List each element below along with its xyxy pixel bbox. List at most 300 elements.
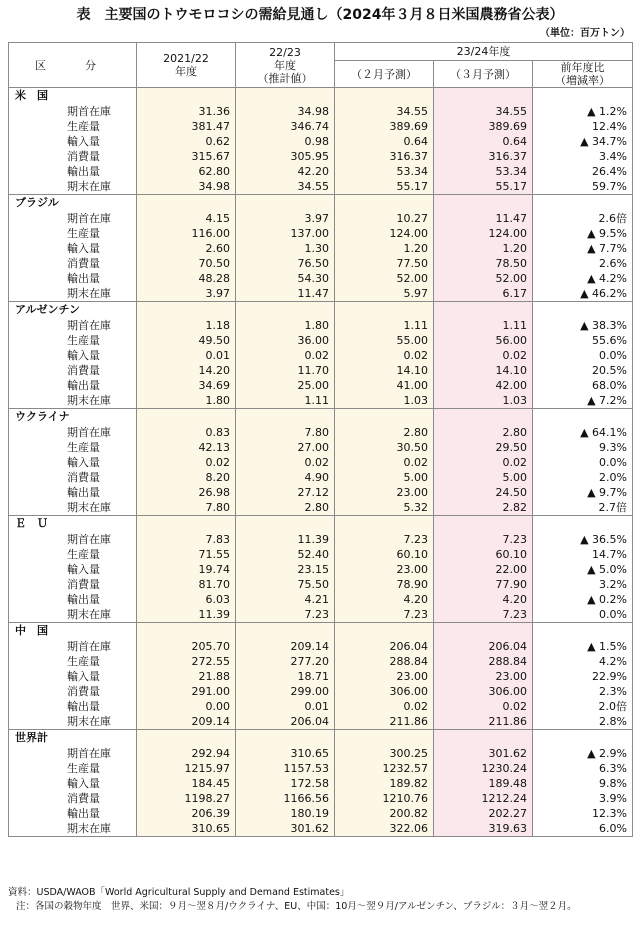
value-yoy-change: 9.3% <box>533 440 633 455</box>
table-row <box>9 562 633 577</box>
value-mar-forecast: 316.37 <box>434 149 533 164</box>
table-row <box>9 164 633 179</box>
group-spacer-cell <box>137 623 236 640</box>
value-22-23: 1.80 <box>236 318 335 333</box>
value-feb-forecast: 0.64 <box>335 134 434 149</box>
row-label: 生産量 <box>9 547 137 562</box>
table-row <box>9 348 633 363</box>
value-2021-22: 11.39 <box>137 607 236 623</box>
header-feb-forecast: （２月予測） <box>335 61 434 88</box>
value-feb-forecast: 78.90 <box>335 577 434 592</box>
value-feb-forecast: 2.80 <box>335 425 434 440</box>
table-row <box>9 654 633 669</box>
value-2021-22: 381.47 <box>137 119 236 134</box>
group-row <box>9 409 633 426</box>
row-label: 期首在庫 <box>9 318 137 333</box>
unit-label: （単位：百万トン） <box>540 28 630 39</box>
table-row <box>9 440 633 455</box>
value-22-23: 206.04 <box>236 714 335 730</box>
value-2021-22: 70.50 <box>137 256 236 271</box>
value-feb-forecast: 77.50 <box>335 256 434 271</box>
row-label: 期首在庫 <box>9 746 137 761</box>
group-label: アルゼンチン <box>9 302 137 319</box>
value-2021-22: 1.18 <box>137 318 236 333</box>
group-row <box>9 195 633 212</box>
table-row <box>9 134 633 149</box>
value-22-23: 301.62 <box>236 821 335 837</box>
value-mar-forecast: 78.50 <box>434 256 533 271</box>
value-22-23: 346.74 <box>236 119 335 134</box>
group-spacer-cell <box>533 409 633 426</box>
value-feb-forecast: 4.20 <box>335 592 434 607</box>
value-2021-22: 205.70 <box>137 639 236 654</box>
value-22-23: 299.00 <box>236 684 335 699</box>
header-2021-22-line2: 年度 <box>175 65 197 78</box>
value-mar-forecast: 24.50 <box>434 485 533 500</box>
value-2021-22: 0.00 <box>137 699 236 714</box>
fiscal-year-note: 注：各国の穀物年度 世界、米国：９月～翌８月/ウクライナ、EU、中国：10月～翌９月/アルゼンチン、ブラジル：３月～翌２月。 <box>16 901 577 912</box>
value-yoy-change: 2.0倍 <box>533 699 633 714</box>
header-yoy-line2: （増減率） <box>555 74 610 87</box>
value-yoy-change: 22.9% <box>533 669 633 684</box>
value-feb-forecast: 10.27 <box>335 211 434 226</box>
value-22-23: 0.02 <box>236 455 335 470</box>
table-row <box>9 425 633 440</box>
value-22-23: 1166.56 <box>236 791 335 806</box>
value-feb-forecast: 124.00 <box>335 226 434 241</box>
value-mar-forecast: 52.00 <box>434 271 533 286</box>
table-row <box>9 226 633 241</box>
table-row <box>9 256 633 271</box>
value-yoy-change: ▲ 2.9% <box>533 746 633 761</box>
value-22-23: 34.98 <box>236 104 335 119</box>
group-spacer-cell <box>434 302 533 319</box>
row-label: 期末在庫 <box>9 607 137 623</box>
value-22-23: 305.95 <box>236 149 335 164</box>
value-mar-forecast: 2.82 <box>434 500 533 516</box>
value-mar-forecast: 189.48 <box>434 776 533 791</box>
table-row <box>9 500 633 516</box>
value-mar-forecast: 202.27 <box>434 806 533 821</box>
value-feb-forecast: 322.06 <box>335 821 434 837</box>
value-yoy-change: ▲ 5.0% <box>533 562 633 577</box>
row-label: 生産量 <box>9 440 137 455</box>
page-title: 表 主要国のトウモロコシの需給見通し（2024年３月８日米国農務省公表） <box>76 7 564 23</box>
value-22-23: 25.00 <box>236 378 335 393</box>
value-feb-forecast: 34.55 <box>335 104 434 119</box>
group-spacer-cell <box>533 730 633 747</box>
value-22-23: 180.19 <box>236 806 335 821</box>
value-2021-22: 8.20 <box>137 470 236 485</box>
header-mar-forecast: （３月予測） <box>434 61 533 88</box>
value-2021-22: 0.01 <box>137 348 236 363</box>
value-22-23: 1.30 <box>236 241 335 256</box>
value-mar-forecast: 1.11 <box>434 318 533 333</box>
row-label: 消費量 <box>9 256 137 271</box>
value-2021-22: 71.55 <box>137 547 236 562</box>
row-label: 輸出量 <box>9 378 137 393</box>
value-22-23: 76.50 <box>236 256 335 271</box>
value-mar-forecast: 389.69 <box>434 119 533 134</box>
table-row <box>9 286 633 302</box>
row-label: 期首在庫 <box>9 532 137 547</box>
group-spacer-cell <box>533 195 633 212</box>
value-2021-22: 7.80 <box>137 500 236 516</box>
value-mar-forecast: 7.23 <box>434 607 533 623</box>
group-row <box>9 516 633 533</box>
value-feb-forecast: 0.02 <box>335 699 434 714</box>
row-label: 輸入量 <box>9 134 137 149</box>
header-23-24-group: 23/24年度 <box>335 43 633 61</box>
row-label: 消費量 <box>9 149 137 164</box>
table-row <box>9 776 633 791</box>
value-mar-forecast: 1.03 <box>434 393 533 409</box>
value-feb-forecast: 306.00 <box>335 684 434 699</box>
value-feb-forecast: 300.25 <box>335 746 434 761</box>
value-22-23: 52.40 <box>236 547 335 562</box>
group-spacer-cell <box>533 302 633 319</box>
table-row <box>9 592 633 607</box>
table-row <box>9 179 633 195</box>
group-spacer-cell <box>533 623 633 640</box>
value-22-23: 75.50 <box>236 577 335 592</box>
value-yoy-change: 55.6% <box>533 333 633 348</box>
value-yoy-change: ▲ 9.7% <box>533 485 633 500</box>
table-row <box>9 699 633 714</box>
value-feb-forecast: 60.10 <box>335 547 434 562</box>
table-row <box>9 241 633 256</box>
value-mar-forecast: 77.90 <box>434 577 533 592</box>
row-label: 消費量 <box>9 363 137 378</box>
group-spacer-cell <box>137 302 236 319</box>
value-feb-forecast: 55.17 <box>335 179 434 195</box>
table-row <box>9 119 633 134</box>
value-mar-forecast: 0.02 <box>434 699 533 714</box>
value-22-23: 172.58 <box>236 776 335 791</box>
value-2021-22: 0.62 <box>137 134 236 149</box>
header-22-23 <box>236 43 335 88</box>
value-2021-22: 7.83 <box>137 532 236 547</box>
value-mar-forecast: 2.80 <box>434 425 533 440</box>
row-label: 消費量 <box>9 577 137 592</box>
table-row <box>9 104 633 119</box>
group-spacer-cell <box>236 195 335 212</box>
value-22-23: 310.65 <box>236 746 335 761</box>
group-spacer-cell <box>335 730 434 747</box>
row-label: 輸出量 <box>9 164 137 179</box>
value-22-23: 1.11 <box>236 393 335 409</box>
table-row <box>9 470 633 485</box>
table-row <box>9 333 633 348</box>
value-mar-forecast: 1230.24 <box>434 761 533 776</box>
value-mar-forecast: 42.00 <box>434 378 533 393</box>
value-22-23: 7.23 <box>236 607 335 623</box>
row-label: 輸出量 <box>9 592 137 607</box>
value-mar-forecast: 5.00 <box>434 470 533 485</box>
header-yoy-change <box>533 61 633 88</box>
row-label: 輸出量 <box>9 485 137 500</box>
value-mar-forecast: 56.00 <box>434 333 533 348</box>
table-row <box>9 378 633 393</box>
group-label: ブラジル <box>9 195 137 212</box>
value-feb-forecast: 288.84 <box>335 654 434 669</box>
group-label: 米 国 <box>9 88 137 105</box>
value-yoy-change: 2.3% <box>533 684 633 699</box>
value-22-23: 18.71 <box>236 669 335 684</box>
table-row <box>9 532 633 547</box>
value-feb-forecast: 23.00 <box>335 485 434 500</box>
table-row <box>9 271 633 286</box>
group-spacer-cell <box>137 730 236 747</box>
value-yoy-change: 6.0% <box>533 821 633 837</box>
group-spacer-cell <box>434 409 533 426</box>
value-22-23: 7.80 <box>236 425 335 440</box>
table-row <box>9 714 633 730</box>
value-2021-22: 1.80 <box>137 393 236 409</box>
row-label: 消費量 <box>9 470 137 485</box>
value-mar-forecast: 319.63 <box>434 821 533 837</box>
value-yoy-change: 3.9% <box>533 791 633 806</box>
table-row <box>9 684 633 699</box>
row-label: 期末在庫 <box>9 821 137 837</box>
group-label: 中 国 <box>9 623 137 640</box>
value-yoy-change: ▲ 38.3% <box>533 318 633 333</box>
group-spacer-cell <box>236 730 335 747</box>
value-22-23: 4.21 <box>236 592 335 607</box>
group-spacer-cell <box>236 516 335 533</box>
value-feb-forecast: 189.82 <box>335 776 434 791</box>
row-label: 輸入量 <box>9 562 137 577</box>
group-spacer-cell <box>236 623 335 640</box>
table-row <box>9 318 633 333</box>
value-feb-forecast: 1232.57 <box>335 761 434 776</box>
value-yoy-change: 3.4% <box>533 149 633 164</box>
value-feb-forecast: 5.32 <box>335 500 434 516</box>
value-2021-22: 1215.97 <box>137 761 236 776</box>
value-2021-22: 81.70 <box>137 577 236 592</box>
value-yoy-change: 59.7% <box>533 179 633 195</box>
table-row <box>9 577 633 592</box>
table-row <box>9 211 633 226</box>
value-22-23: 209.14 <box>236 639 335 654</box>
row-label: 輸入量 <box>9 241 137 256</box>
value-feb-forecast: 30.50 <box>335 440 434 455</box>
value-yoy-change: 9.8% <box>533 776 633 791</box>
table-row <box>9 393 633 409</box>
value-2021-22: 14.20 <box>137 363 236 378</box>
row-label: 期末在庫 <box>9 286 137 302</box>
header-22-23-line2: 年度 <box>274 58 296 72</box>
value-2021-22: 291.00 <box>137 684 236 699</box>
row-label: 生産量 <box>9 333 137 348</box>
value-2021-22: 31.36 <box>137 104 236 119</box>
value-2021-22: 6.03 <box>137 592 236 607</box>
group-spacer-cell <box>335 623 434 640</box>
value-2021-22: 310.65 <box>137 821 236 837</box>
row-label: 輸出量 <box>9 699 137 714</box>
row-label: 期末在庫 <box>9 500 137 516</box>
group-spacer-cell <box>137 409 236 426</box>
row-label: 期首在庫 <box>9 639 137 654</box>
table-body <box>9 88 633 837</box>
group-row <box>9 623 633 640</box>
value-mar-forecast: 29.50 <box>434 440 533 455</box>
row-label: 期首在庫 <box>9 211 137 226</box>
value-mar-forecast: 301.62 <box>434 746 533 761</box>
row-label: 輸出量 <box>9 271 137 286</box>
value-yoy-change: 12.4% <box>533 119 633 134</box>
value-2021-22: 116.00 <box>137 226 236 241</box>
group-spacer-cell <box>137 516 236 533</box>
group-spacer-cell <box>434 195 533 212</box>
header-22-23-line1: 22/23 <box>269 45 301 59</box>
value-yoy-change: 12.3% <box>533 806 633 821</box>
footer <box>8 886 636 914</box>
value-2021-22: 0.02 <box>137 455 236 470</box>
value-yoy-change: 4.2% <box>533 654 633 669</box>
value-2021-22: 34.98 <box>137 179 236 195</box>
header-category: 区 分 <box>9 43 137 88</box>
value-22-23: 1157.53 <box>236 761 335 776</box>
table-row <box>9 791 633 806</box>
row-label: 期末在庫 <box>9 393 137 409</box>
value-feb-forecast: 55.00 <box>335 333 434 348</box>
table-header <box>9 43 633 88</box>
value-yoy-change: 26.4% <box>533 164 633 179</box>
group-spacer-cell <box>236 302 335 319</box>
value-mar-forecast: 206.04 <box>434 639 533 654</box>
value-feb-forecast: 0.02 <box>335 455 434 470</box>
value-mar-forecast: 11.47 <box>434 211 533 226</box>
group-spacer-cell <box>335 195 434 212</box>
header-2021-22 <box>137 43 236 88</box>
value-2021-22: 0.83 <box>137 425 236 440</box>
value-mar-forecast: 1.20 <box>434 241 533 256</box>
value-2021-22: 62.80 <box>137 164 236 179</box>
value-22-23: 11.47 <box>236 286 335 302</box>
header-yoy-line1: 前年度比 <box>560 61 605 74</box>
value-mar-forecast: 0.64 <box>434 134 533 149</box>
table-row <box>9 363 633 378</box>
group-spacer-cell <box>137 88 236 105</box>
value-22-23: 0.98 <box>236 134 335 149</box>
row-label: 生産量 <box>9 654 137 669</box>
value-2021-22: 2.60 <box>137 241 236 256</box>
group-spacer-cell <box>335 516 434 533</box>
value-22-23: 54.30 <box>236 271 335 286</box>
value-22-23: 11.70 <box>236 363 335 378</box>
value-mar-forecast: 55.17 <box>434 179 533 195</box>
value-yoy-change: ▲ 64.1% <box>533 425 633 440</box>
group-spacer-cell <box>434 730 533 747</box>
value-2021-22: 292.94 <box>137 746 236 761</box>
value-feb-forecast: 211.86 <box>335 714 434 730</box>
value-yoy-change: 2.6% <box>533 256 633 271</box>
value-2021-22: 26.98 <box>137 485 236 500</box>
value-feb-forecast: 52.00 <box>335 271 434 286</box>
value-22-23: 0.02 <box>236 348 335 363</box>
value-22-23: 2.80 <box>236 500 335 516</box>
value-mar-forecast: 53.34 <box>434 164 533 179</box>
row-label: 輸入量 <box>9 348 137 363</box>
value-feb-forecast: 200.82 <box>335 806 434 821</box>
row-label: 消費量 <box>9 791 137 806</box>
value-2021-22: 1198.27 <box>137 791 236 806</box>
value-mar-forecast: 211.86 <box>434 714 533 730</box>
value-feb-forecast: 5.97 <box>335 286 434 302</box>
value-22-23: 36.00 <box>236 333 335 348</box>
value-2021-22: 184.45 <box>137 776 236 791</box>
value-2021-22: 4.15 <box>137 211 236 226</box>
value-mar-forecast: 6.17 <box>434 286 533 302</box>
group-spacer-cell <box>434 516 533 533</box>
value-mar-forecast: 4.20 <box>434 592 533 607</box>
group-spacer-cell <box>434 623 533 640</box>
value-2021-22: 42.13 <box>137 440 236 455</box>
value-yoy-change: 6.3% <box>533 761 633 776</box>
row-label: 期首在庫 <box>9 425 137 440</box>
value-mar-forecast: 7.23 <box>434 532 533 547</box>
header-2021-22-line1: 2021/22 <box>163 52 209 65</box>
row-label: 消費量 <box>9 684 137 699</box>
row-label: 輸入量 <box>9 455 137 470</box>
value-2021-22: 34.69 <box>137 378 236 393</box>
value-22-23: 34.55 <box>236 179 335 195</box>
table-row <box>9 821 633 837</box>
value-22-23: 11.39 <box>236 532 335 547</box>
value-22-23: 4.90 <box>236 470 335 485</box>
value-mar-forecast: 60.10 <box>434 547 533 562</box>
value-yoy-change: 0.0% <box>533 455 633 470</box>
group-spacer-cell <box>533 88 633 105</box>
value-feb-forecast: 1.03 <box>335 393 434 409</box>
value-2021-22: 209.14 <box>137 714 236 730</box>
value-feb-forecast: 389.69 <box>335 119 434 134</box>
header-22-23-line3: （推計値） <box>257 71 313 85</box>
value-mar-forecast: 23.00 <box>434 669 533 684</box>
row-label: 生産量 <box>9 226 137 241</box>
value-feb-forecast: 316.37 <box>335 149 434 164</box>
value-22-23: 277.20 <box>236 654 335 669</box>
value-2021-22: 48.28 <box>137 271 236 286</box>
value-feb-forecast: 1.11 <box>335 318 434 333</box>
value-2021-22: 19.74 <box>137 562 236 577</box>
value-yoy-change: 2.6倍 <box>533 211 633 226</box>
table-row <box>9 806 633 821</box>
group-spacer-cell <box>137 195 236 212</box>
value-2021-22: 206.39 <box>137 806 236 821</box>
value-feb-forecast: 23.00 <box>335 669 434 684</box>
value-feb-forecast: 0.02 <box>335 348 434 363</box>
value-22-23: 23.15 <box>236 562 335 577</box>
value-yoy-change: ▲ 1.2% <box>533 104 633 119</box>
value-22-23: 42.20 <box>236 164 335 179</box>
value-yoy-change: 68.0% <box>533 378 633 393</box>
value-yoy-change: 2.8% <box>533 714 633 730</box>
value-feb-forecast: 7.23 <box>335 607 434 623</box>
value-feb-forecast: 23.00 <box>335 562 434 577</box>
group-row <box>9 730 633 747</box>
value-feb-forecast: 41.00 <box>335 378 434 393</box>
row-label: 期首在庫 <box>9 104 137 119</box>
value-2021-22: 3.97 <box>137 286 236 302</box>
value-mar-forecast: 288.84 <box>434 654 533 669</box>
value-feb-forecast: 1210.76 <box>335 791 434 806</box>
table-row <box>9 669 633 684</box>
table-row <box>9 455 633 470</box>
value-feb-forecast: 53.34 <box>335 164 434 179</box>
value-2021-22: 49.50 <box>137 333 236 348</box>
